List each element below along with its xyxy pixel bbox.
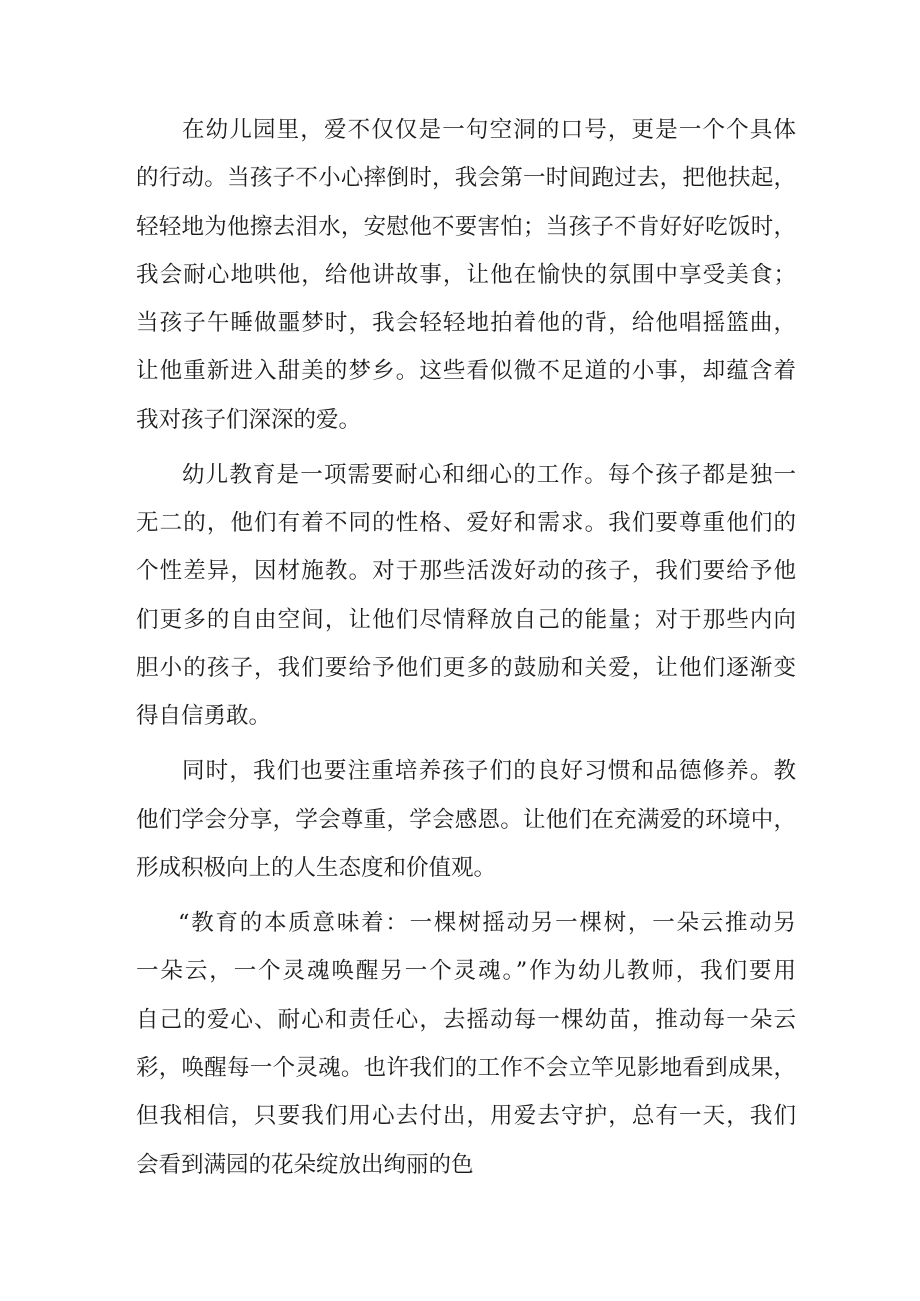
text-line: 但我相信，只要我们用心去付出，用爱去守护，总有一天，我们 [136,1103,796,1130]
text-line: “教育的本质意味着：一棵树摇动另一棵树，一朵云推动另 [178,910,796,937]
document-body [136,106,796,1189]
text-line: 一朵云，一个灵魂唤醒另一个灵魂。”作为幼儿教师，我们要用 [136,958,796,985]
text-line: 彩，唤醒每一个灵魂。也许我们的工作不会立竿见影地看到成果， [136,1055,796,1082]
text-line: 我对孩子们深深的爱。 [136,406,362,433]
text-line: 我会耐心地哄他，给他讲故事，让他在愉快的氛围中享受美食； [136,261,796,288]
paragraph-2 [136,451,796,741]
text-line: 幼儿教育是一项需要耐心和细心的工作。每个孩子都是独一 [182,461,796,488]
text-line: 胆小的孩子，我们要给予他们更多的鼓励和关爱，让他们逐渐变 [136,655,796,682]
paragraph-3 [136,747,796,892]
text-line: 同时，我们也要注重培养孩子们的良好习惯和品德修养。教 [182,758,796,785]
text-line: 个性差异，因材施教。对于那些活泼好动的孩子，我们要给予他 [136,558,796,585]
text-line: 他们学会分享，学会尊重，学会感恩。让他们在充满爱的环境中， [136,806,796,833]
text-line: 当孩子午睡做噩梦时，我会轻轻地拍着他的背，给他唱摇篮曲， [136,310,796,337]
paragraph-1 [136,106,796,444]
text-line: 们更多的自由空间，让他们尽情释放自己的能量；对于那些内向 [136,606,796,633]
text-line: 自己的爱心、耐心和责任心，去摇动每一棵幼苗，推动每一朵云 [136,1006,796,1033]
text-line: 无二的，他们有着不同的性格、爱好和需求。我们要尊重他们的 [136,510,796,537]
text-line: 轻轻地为他擦去泪水，安慰他不要害怕；当孩子不肯好好吃饭时， [136,213,796,240]
text-line: 在幼儿园里，爱不仅仅是一句空洞的口号，更是一个个具体 [182,117,796,143]
text-line: 形成积极向上的人生态度和价值观。 [136,855,497,882]
text-line: 的行动。当孩子不小心摔倒时，我会第一时间跑过去，把他扶起， [136,165,796,192]
text-line: 会看到满园的花朵绽放出绚丽的色 [136,1151,474,1178]
text-line: 让他重新进入甜美的梦乡。这些看似微不足道的小事，却蕴含着 [136,358,796,385]
paragraph-4 [136,899,796,1189]
text-line: 得自信勇敢。 [136,703,272,730]
